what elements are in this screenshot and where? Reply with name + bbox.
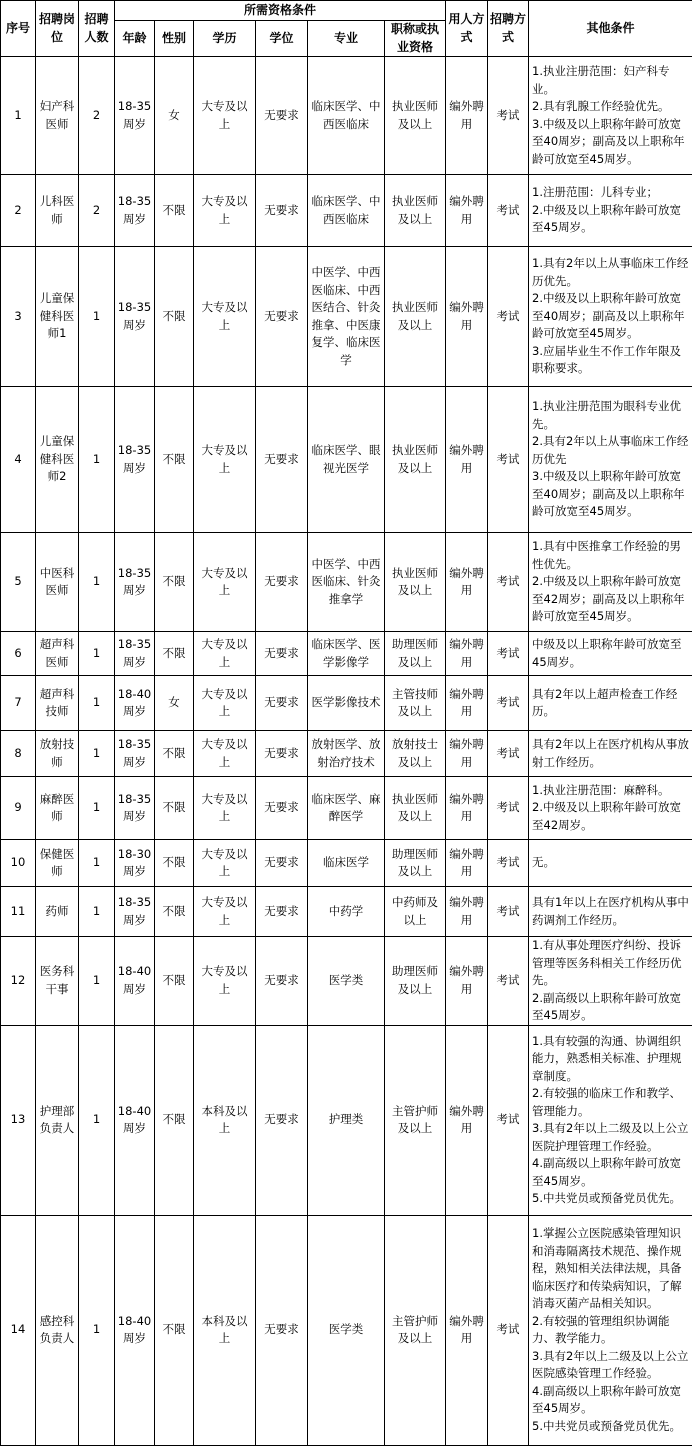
cell-education: 大专及以上 [194,247,256,387]
cell-major: 中医学、中西医临床、中西医结合、针灸推拿、中医康复学、临床医学 [308,247,385,387]
cell-major: 医学影像技术 [308,676,385,731]
cell-age: 18-35周岁 [115,57,155,175]
cell-employment: 编外聘用 [446,840,488,887]
cell-seq: 6 [1,632,36,676]
table-row [1,777,692,840]
cell-employment: 编外聘用 [446,676,488,731]
cell-seq: 4 [1,387,36,533]
cell-major: 中药学 [308,887,385,937]
cell-degree: 无要求 [256,1215,308,1445]
cell-count: 1 [79,1025,115,1215]
cell-degree: 无要求 [256,57,308,175]
table-row [1,937,692,1026]
cell-post: 超声科技师 [36,676,79,731]
cell-post: 放射技师 [36,731,79,777]
cell-gender: 不限 [155,1215,194,1445]
cell-degree: 无要求 [256,387,308,533]
cell-major: 医学类 [308,937,385,1026]
cell-age: 18-35周岁 [115,247,155,387]
cell-method: 考试 [488,632,529,676]
cell-count: 1 [79,247,115,387]
cell-education: 大专及以上 [194,840,256,887]
cell-degree: 无要求 [256,1025,308,1215]
cell-age: 18-40周岁 [115,1025,155,1215]
cell-age: 18-30周岁 [115,840,155,887]
cell-title: 主管护师及以上 [385,1215,446,1445]
cell-degree: 无要求 [256,937,308,1026]
cell-employment: 编外聘用 [446,777,488,840]
cell-gender: 不限 [155,533,194,632]
cell-age: 18-35周岁 [115,887,155,937]
header-qualification-group: 所需资格条件 [115,1,446,21]
cell-education: 大专及以上 [194,57,256,175]
cell-major: 护理类 [308,1025,385,1215]
cell-title: 中药师及以上 [385,887,446,937]
cell-seq: 10 [1,840,36,887]
cell-gender: 不限 [155,632,194,676]
cell-education: 大专及以上 [194,533,256,632]
header-post: 招聘岗位 [36,1,79,57]
cell-method: 考试 [488,1025,529,1215]
cell-seq: 1 [1,57,36,175]
cell-gender: 女 [155,57,194,175]
cell-age: 18-35周岁 [115,533,155,632]
cell-other: 中级及以上职称年龄可放宽至45周岁。 [529,632,692,676]
table-row [1,676,692,731]
cell-other: 具有2年以上超声检查工作经历。 [529,676,692,731]
cell-gender: 不限 [155,937,194,1026]
table-row [1,57,692,175]
cell-seq: 14 [1,1215,36,1445]
cell-count: 2 [79,57,115,175]
cell-seq: 11 [1,887,36,937]
cell-gender: 不限 [155,731,194,777]
header-method: 招聘方式 [488,1,529,57]
table-row [1,840,692,887]
cell-age: 18-40周岁 [115,676,155,731]
cell-degree: 无要求 [256,632,308,676]
cell-major: 医学类 [308,1215,385,1445]
table-row [1,887,692,937]
table-row [1,533,692,632]
cell-title: 助理医师及以上 [385,632,446,676]
cell-degree: 无要求 [256,731,308,777]
cell-degree: 无要求 [256,533,308,632]
cell-major: 临床医学、医学影像学 [308,632,385,676]
cell-employment: 编外聘用 [446,632,488,676]
cell-method: 考试 [488,175,529,247]
cell-major: 中医学、中西医临床、针灸推拿学 [308,533,385,632]
header-gender: 性别 [155,21,194,57]
header-employment: 用人方式 [446,1,488,57]
cell-employment: 编外聘用 [446,1215,488,1445]
cell-gender: 不限 [155,387,194,533]
cell-other: 具有1年以上在医疗机构从事中药调剂工作经历。 [529,887,692,937]
cell-method: 考试 [488,731,529,777]
cell-method: 考试 [488,57,529,175]
cell-method: 考试 [488,777,529,840]
table-row [1,1025,692,1215]
cell-other: 具有2年以上在医疗机构从事放射工作经历。 [529,731,692,777]
cell-major: 临床医学、中西医临床 [308,175,385,247]
cell-education: 大专及以上 [194,632,256,676]
cell-seq: 8 [1,731,36,777]
cell-title: 执业医师及以上 [385,247,446,387]
cell-degree: 无要求 [256,777,308,840]
cell-employment: 编外聘用 [446,731,488,777]
cell-other: 1.掌握公立医院感染管理知识和消毒隔离技术规范、操作规程，熟知相关法律法规，具备临床医疗和传染病知识，了解消毒灭菌产品相关知识。 2.有较强的管理组织协调能力、教学能力。 3.具有2年以上二级及以上公立医院感染管理工作经验。 4.副高级以上职称年龄可放宽至45周岁。 5.中共党员或预备党员优先。 [529,1215,692,1445]
table-body [1,57,692,1446]
header-degree: 学位 [256,21,308,57]
cell-seq: 9 [1,777,36,840]
cell-other: 1.执业注册范围为眼科专业优先。 2.具有2年以上从事临床工作经历优先 3.中级及以上职称年龄可放宽至40周岁；副高及以上职称年龄可放宽至45周岁。 [529,387,692,533]
cell-post: 保健医师 [36,840,79,887]
cell-education: 本科及以上 [194,1215,256,1445]
cell-method: 考试 [488,840,529,887]
cell-employment: 编外聘用 [446,937,488,1026]
table-header [1,1,692,57]
cell-post: 护理部负责人 [36,1025,79,1215]
cell-seq: 12 [1,937,36,1026]
cell-education: 大专及以上 [194,937,256,1026]
cell-title: 主管护师及以上 [385,1025,446,1215]
cell-degree: 无要求 [256,175,308,247]
table-row [1,175,692,247]
cell-education: 大专及以上 [194,676,256,731]
cell-education: 本科及以上 [194,1025,256,1215]
cell-age: 18-35周岁 [115,731,155,777]
cell-age: 18-35周岁 [115,777,155,840]
cell-major: 临床医学、中西医临床 [308,57,385,175]
cell-post: 儿童保健科医师1 [36,247,79,387]
cell-degree: 无要求 [256,247,308,387]
cell-title: 助理医师及以上 [385,840,446,887]
cell-title: 助理医师及以上 [385,937,446,1026]
cell-method: 考试 [488,387,529,533]
cell-count: 1 [79,1215,115,1445]
cell-other: 1.有从事处理医疗纠纷、投诉管理等医务科相关工作经历优先。 2.副高级以上职称年龄可放宽至45周岁。 [529,937,692,1026]
table-row [1,632,692,676]
cell-post: 儿科医师 [36,175,79,247]
cell-education: 大专及以上 [194,887,256,937]
cell-major: 放射医学、放射治疗技术 [308,731,385,777]
cell-post: 医务科干事 [36,937,79,1026]
cell-count: 1 [79,777,115,840]
cell-count: 1 [79,840,115,887]
cell-education: 大专及以上 [194,387,256,533]
header-major: 专业 [308,21,385,57]
cell-count: 1 [79,387,115,533]
cell-education: 大专及以上 [194,731,256,777]
cell-other: 1.具有中医推拿工作经验的男性优先。 2.中级及以上职称年龄可放宽至42周岁；副高及以上职称年龄可放宽至45周岁。 [529,533,692,632]
cell-employment: 编外聘用 [446,247,488,387]
cell-title: 执业医师及以上 [385,777,446,840]
cell-age: 18-35周岁 [115,387,155,533]
cell-employment: 编外聘用 [446,387,488,533]
cell-title: 执业医师及以上 [385,57,446,175]
header-education: 学历 [194,21,256,57]
cell-method: 考试 [488,887,529,937]
header-other: 其他条件 [529,1,692,57]
cell-age: 18-35周岁 [115,175,155,247]
header-title: 职称或执业资格 [385,21,446,57]
cell-post: 儿童保健科医师2 [36,387,79,533]
cell-other: 1.具有较强的沟通、协调组织能力，熟悉相关标准、护理规章制度。 2.有较强的临床工作和教学、管理能力。 3.具有2年以上二级及以上公立医院护理管理工作经验。 4.副高级以上职称年龄可放宽至45周岁。 5.中共党员或预备党员优先。 [529,1025,692,1215]
cell-degree: 无要求 [256,676,308,731]
cell-education: 大专及以上 [194,175,256,247]
cell-degree: 无要求 [256,887,308,937]
cell-method: 考试 [488,1215,529,1445]
header-seq: 序号 [1,1,36,57]
cell-post: 感控科负责人 [36,1215,79,1445]
cell-title: 放射技士及以上 [385,731,446,777]
cell-other: 无。 [529,840,692,887]
cell-post: 妇产科医师 [36,57,79,175]
cell-method: 考试 [488,676,529,731]
header-count: 招聘人数 [79,1,115,57]
cell-count: 1 [79,937,115,1026]
cell-gender: 女 [155,676,194,731]
cell-other: 1.注册范围：儿科专业； 2.中级及以上职称年龄可放宽至45周岁。 [529,175,692,247]
cell-seq: 3 [1,247,36,387]
cell-gender: 不限 [155,247,194,387]
cell-seq: 13 [1,1025,36,1215]
table-row [1,731,692,777]
cell-employment: 编外聘用 [446,887,488,937]
cell-employment: 编外聘用 [446,175,488,247]
cell-gender: 不限 [155,840,194,887]
cell-post: 中医科医师 [36,533,79,632]
cell-degree: 无要求 [256,840,308,887]
cell-count: 1 [79,887,115,937]
cell-other: 1.执业注册范围：妇产科专业。 2.具有乳腺工作经验优先。 3.中级及以上职称年龄可放宽至40周岁；副高及以上职称年龄可放宽至45周岁。 [529,57,692,175]
cell-post: 超声科医师 [36,632,79,676]
cell-seq: 7 [1,676,36,731]
cell-count: 1 [79,731,115,777]
cell-gender: 不限 [155,1025,194,1215]
cell-count: 1 [79,533,115,632]
cell-age: 18-40周岁 [115,1215,155,1445]
cell-title: 执业医师及以上 [385,175,446,247]
cell-major: 临床医学、眼视光医学 [308,387,385,533]
table-row [1,387,692,533]
cell-gender: 不限 [155,175,194,247]
cell-method: 考试 [488,247,529,387]
cell-gender: 不限 [155,887,194,937]
header-age: 年龄 [115,21,155,57]
cell-count: 1 [79,676,115,731]
cell-title: 执业医师及以上 [385,533,446,632]
cell-employment: 编外聘用 [446,1025,488,1215]
cell-title: 执业医师及以上 [385,387,446,533]
cell-major: 临床医学、麻醉医学 [308,777,385,840]
cell-title: 主管技师及以上 [385,676,446,731]
cell-other: 1.具有2年以上从事临床工作经历优先。 2.中级及以上职称年龄可放宽至40周岁；副高及以上职称年龄可放宽至45周岁。 3.应届毕业生不作工作年限及职称要求。 [529,247,692,387]
cell-employment: 编外聘用 [446,57,488,175]
cell-education: 大专及以上 [194,777,256,840]
cell-post: 药师 [36,887,79,937]
cell-age: 18-40周岁 [115,937,155,1026]
table-row [1,247,692,387]
cell-employment: 编外聘用 [446,533,488,632]
cell-count: 2 [79,175,115,247]
cell-other: 1.执业注册范围：麻醉科。 2.中级及以上职称年龄可放宽至42周岁。 [529,777,692,840]
cell-count: 1 [79,632,115,676]
cell-seq: 2 [1,175,36,247]
cell-method: 考试 [488,937,529,1026]
cell-gender: 不限 [155,777,194,840]
table-row [1,1215,692,1445]
cell-major: 临床医学 [308,840,385,887]
cell-post: 麻醉医师 [36,777,79,840]
cell-seq: 5 [1,533,36,632]
cell-age: 18-35周岁 [115,632,155,676]
cell-method: 考试 [488,533,529,632]
